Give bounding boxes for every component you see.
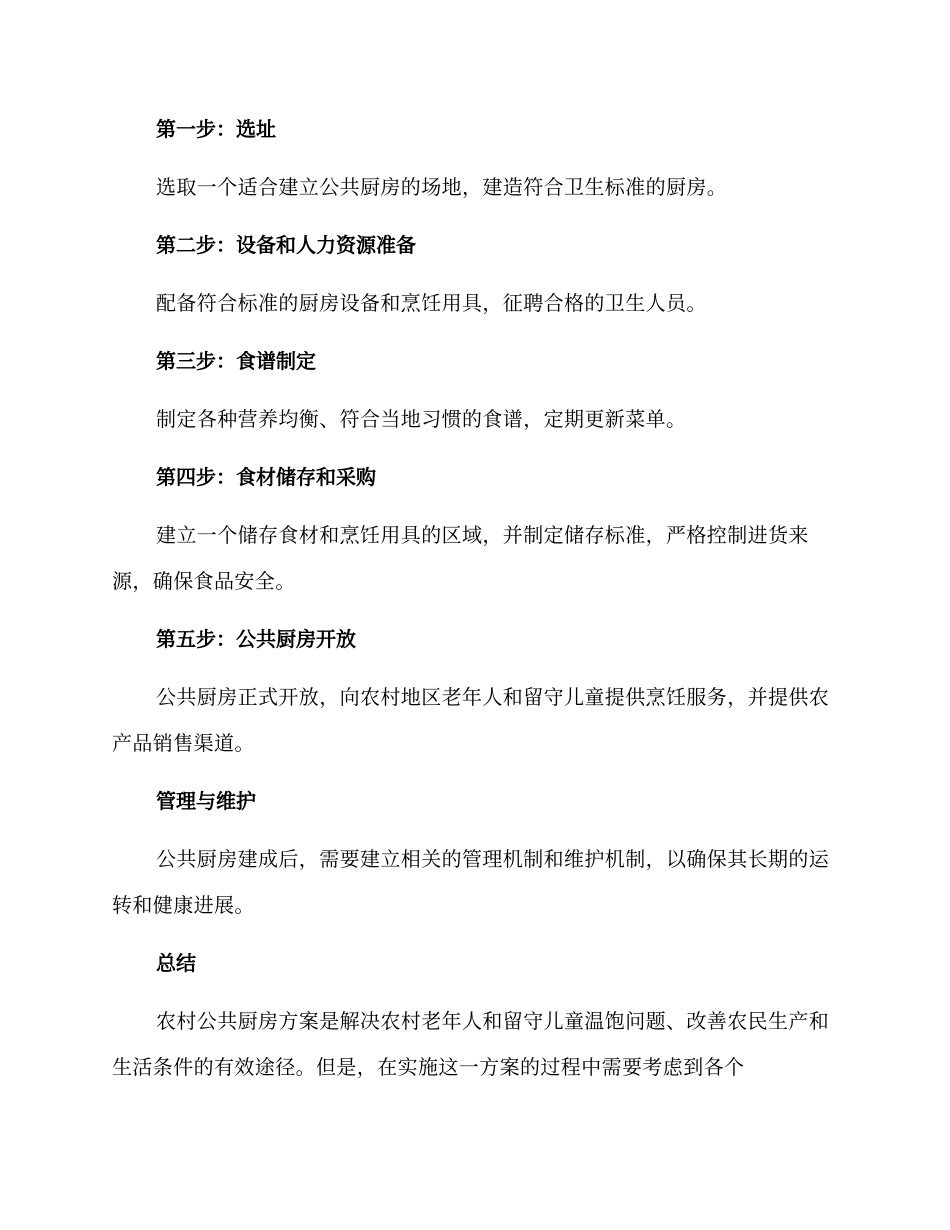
document-content	[112, 106, 832, 1102]
section-heading-site-selection: 第一步：选址	[156, 117, 276, 141]
section-body-equipment-staffing: 配备符合标准的厨房设备和烹饪用具，征聘合格的卫生人员。	[156, 291, 707, 315]
section-heading-menu-planning: 第三步：食谱制定	[156, 349, 316, 373]
section-body-kitchen-opening: 公共厨房正式开放，向农村地区老年人和留守儿童提供烹饪服务，并提供农产品销售渠道。	[112, 685, 830, 755]
section-body-site-selection: 选取一个适合建立公共厨房的场地，建造符合卫生标准的厨房。	[156, 175, 728, 199]
section-body-menu-planning: 制定各种营养均衡、符合当地习惯的食谱，定期更新菜单。	[156, 407, 687, 431]
section-heading-kitchen-opening: 第五步：公共厨房开放	[156, 627, 356, 651]
section-body-storage-procurement: 建立一个储存食材和烹饪用具的区域，并制定储存标准，严格控制进货来源，确保食品安全。	[112, 523, 809, 593]
section-body-summary: 农村公共厨房方案是解决农村老年人和留守儿童温饱问题、改善农民生产和生活条件的有效途径。但是，在实施这一方案的过程中需要考虑到各个	[112, 1009, 830, 1079]
section-heading-management: 管理与维护	[156, 789, 256, 813]
section-heading-storage-procurement: 第四步：食材储存和采购	[156, 465, 376, 489]
section-heading-equipment-staffing: 第二步：设备和人力资源准备	[156, 233, 416, 257]
section-heading-summary: 总结	[156, 951, 196, 975]
section-body-management: 公共厨房建成后，需要建立相关的管理机制和维护机制，以确保其长期的运转和健康进展。	[112, 847, 830, 917]
